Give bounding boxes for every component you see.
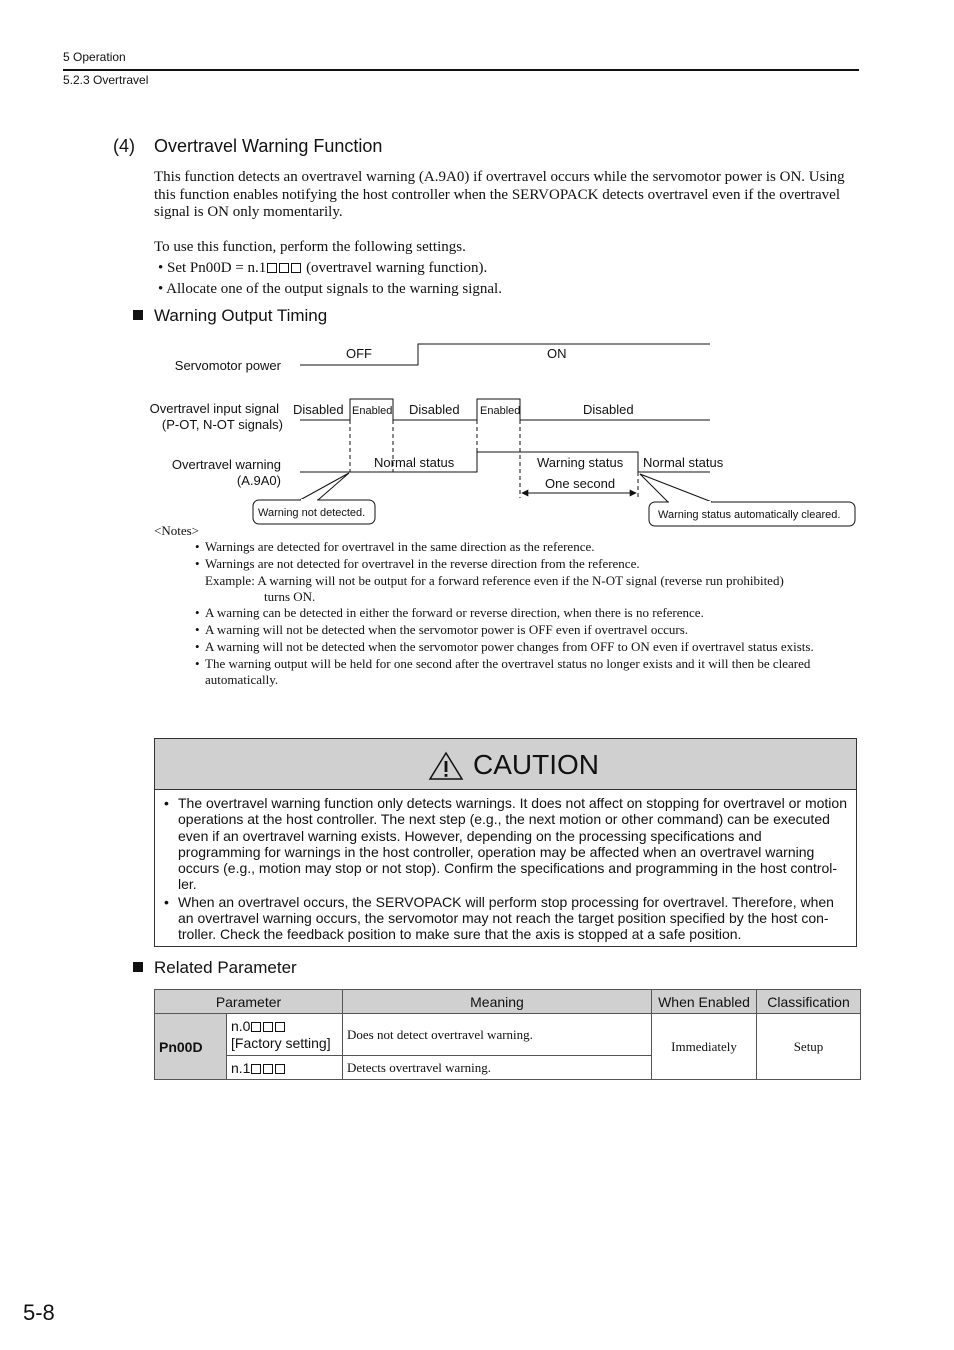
related-parameter-heading — [133, 958, 297, 978]
when-enabled-cell: Immediately — [652, 1014, 757, 1080]
related-parameter-heading-text: Related Parameter — [154, 958, 297, 977]
settings-lead: To use this function, perform the following settings. — [154, 239, 466, 255]
placeholder-box-icon — [251, 1022, 261, 1032]
one-second-label: One second — [545, 476, 616, 491]
col-header-meaning: Meaning — [343, 990, 652, 1014]
note-example-line: Example: A warning will not be output for a forward reference even if the N-OT signal (reverse run prohibited) — [205, 573, 784, 588]
parameter-number: Pn00D — [155, 1014, 227, 1080]
ot-disabled-label-1: Disabled — [293, 402, 344, 417]
square-bullet-icon — [133, 962, 143, 972]
ot-disabled-label-2: Disabled — [409, 402, 460, 417]
parameter-value: n.0 — [231, 1017, 251, 1034]
intro-paragraph: This function detects an overtravel warning (A.9A0) if overtravel occurs while the servomotor power is ON. Using this function enables notifying the host controller when the SERVOPACK detects overtravel even if the overtravel signal is ON only momentarily. — [154, 169, 845, 220]
placeholder-box-icon — [263, 1022, 273, 1032]
parameter-table — [154, 989, 861, 1080]
timing-diagram — [0, 0, 954, 530]
factory-setting-note: [Factory setting] — [231, 1034, 331, 1051]
notes-list — [195, 539, 865, 689]
normal-status-label-2: Normal status — [643, 455, 724, 470]
placeholder-box-icon — [251, 1064, 261, 1074]
ot-warning-label-line1: Overtravel warning — [171, 457, 281, 472]
note-item: • The warning output will be held for one second after the overtravel status no longer exists and it will then be cleared automatically. — [195, 656, 865, 688]
section-header: 5.2.3 Overtravel — [63, 73, 149, 87]
ot-input-label-line2: (P-OT, N-OT signals) — [161, 417, 283, 432]
parameter-value-cell — [227, 1014, 343, 1056]
placeholder-box-icon — [275, 1064, 285, 1074]
timing-heading-text: Warning Output Timing — [154, 306, 328, 325]
note-item: • Warnings are detected for overtravel in the same direction as the reference. — [195, 539, 865, 555]
setting-item-1-prefix: • Set Pn00D = n.1 — [158, 260, 267, 276]
caution-body — [155, 790, 856, 943]
callout-left-text: Warning not detected. — [258, 507, 366, 519]
note-example-cont: turns ON. — [264, 589, 316, 604]
caution-box — [154, 738, 857, 947]
classification-cell: Setup — [757, 1014, 861, 1080]
placeholder-box-icon — [275, 1022, 285, 1032]
caution-bullet: • The overtravel warning function only detects warnings. It does not affect on stopping for overtravel or motion operations at the host controller. The next step (e.g., the next motion or other command) can be executed even if an overtravel warning exists. However, depending on the processing specifications and programming for warnings in the host controller, operation may be affected when an overtravel warning occurs (e.g., motion may stop or not stop). Confirm the specifications and programming in the host control-ler. — [164, 795, 848, 893]
ot-disabled-label-3: Disabled — [583, 402, 634, 417]
note-example — [195, 573, 865, 605]
note-item: • A warning will not be detected when the servomotor power is OFF even if overtravel occurs. — [195, 622, 865, 638]
placeholder-box-icon — [263, 1064, 273, 1074]
note-item: • A warning will not be detected when the servomotor power changes from OFF to ON even if overtravel status exists. — [195, 639, 865, 655]
ot-warning-label-line2: (A.9A0) — [236, 473, 281, 488]
parameter-value-cell — [227, 1056, 343, 1080]
setting-item-2: • Allocate one of the output signals to the warning signal. — [158, 281, 502, 297]
table-header-row — [155, 990, 861, 1014]
setting-item-1-suffix: (overtravel warning function). — [302, 260, 488, 276]
col-header-when-enabled: When Enabled — [652, 990, 757, 1014]
caution-bullet: • When an overtravel occurs, the SERVOPACK will perform stop processing for overtravel. Therefore, when an overtravel warning occurs, the servomotor may not reach the target position specified by the host con-troller. Check the feedback position to make sure that the axis is stopped at a safe position. — [164, 894, 848, 943]
ot-enabled-label-1: Enabled — [352, 405, 393, 417]
note-item: • A warning can be detected in either the forward or reverse direction, when there is no reference. — [195, 605, 865, 621]
caution-title: CAUTION — [473, 749, 599, 780]
callout-right-pointer — [640, 474, 712, 502]
page-number: 5-8 — [23, 1300, 55, 1325]
servo-power-label: Servomotor power — [174, 358, 281, 373]
power-on-label: ON — [547, 346, 567, 361]
note-item: • Warnings are not detected for overtravel in the reverse direction from the reference. — [195, 556, 865, 572]
callout-right-text: Warning status automatically cleared. — [658, 509, 841, 521]
warning-status-label: Warning status — [537, 455, 624, 470]
section-number: (4) — [113, 136, 135, 156]
parameter-value: n.1 — [231, 1059, 251, 1076]
callout-left-pointer — [300, 473, 349, 500]
meaning-cell: Does not detect overtravel warning. — [343, 1014, 652, 1056]
power-off-label: OFF — [346, 346, 372, 361]
caution-header — [155, 739, 856, 790]
ot-input-label-line1: Overtravel input signal — [149, 401, 279, 416]
col-header-parameter: Parameter — [155, 990, 343, 1014]
col-header-classification: Classification — [757, 990, 861, 1014]
table-row — [155, 1014, 861, 1056]
ot-enabled-label-2: Enabled — [480, 405, 521, 417]
section-title-text: Overtravel Warning Function — [154, 136, 383, 156]
warning-triangle-icon — [428, 751, 464, 781]
normal-status-label-1: Normal status — [374, 455, 455, 470]
meaning-cell: Detects overtravel warning. — [343, 1056, 652, 1080]
chapter-header: 5 Operation — [63, 50, 126, 64]
notes-title: <Notes> — [154, 523, 199, 538]
